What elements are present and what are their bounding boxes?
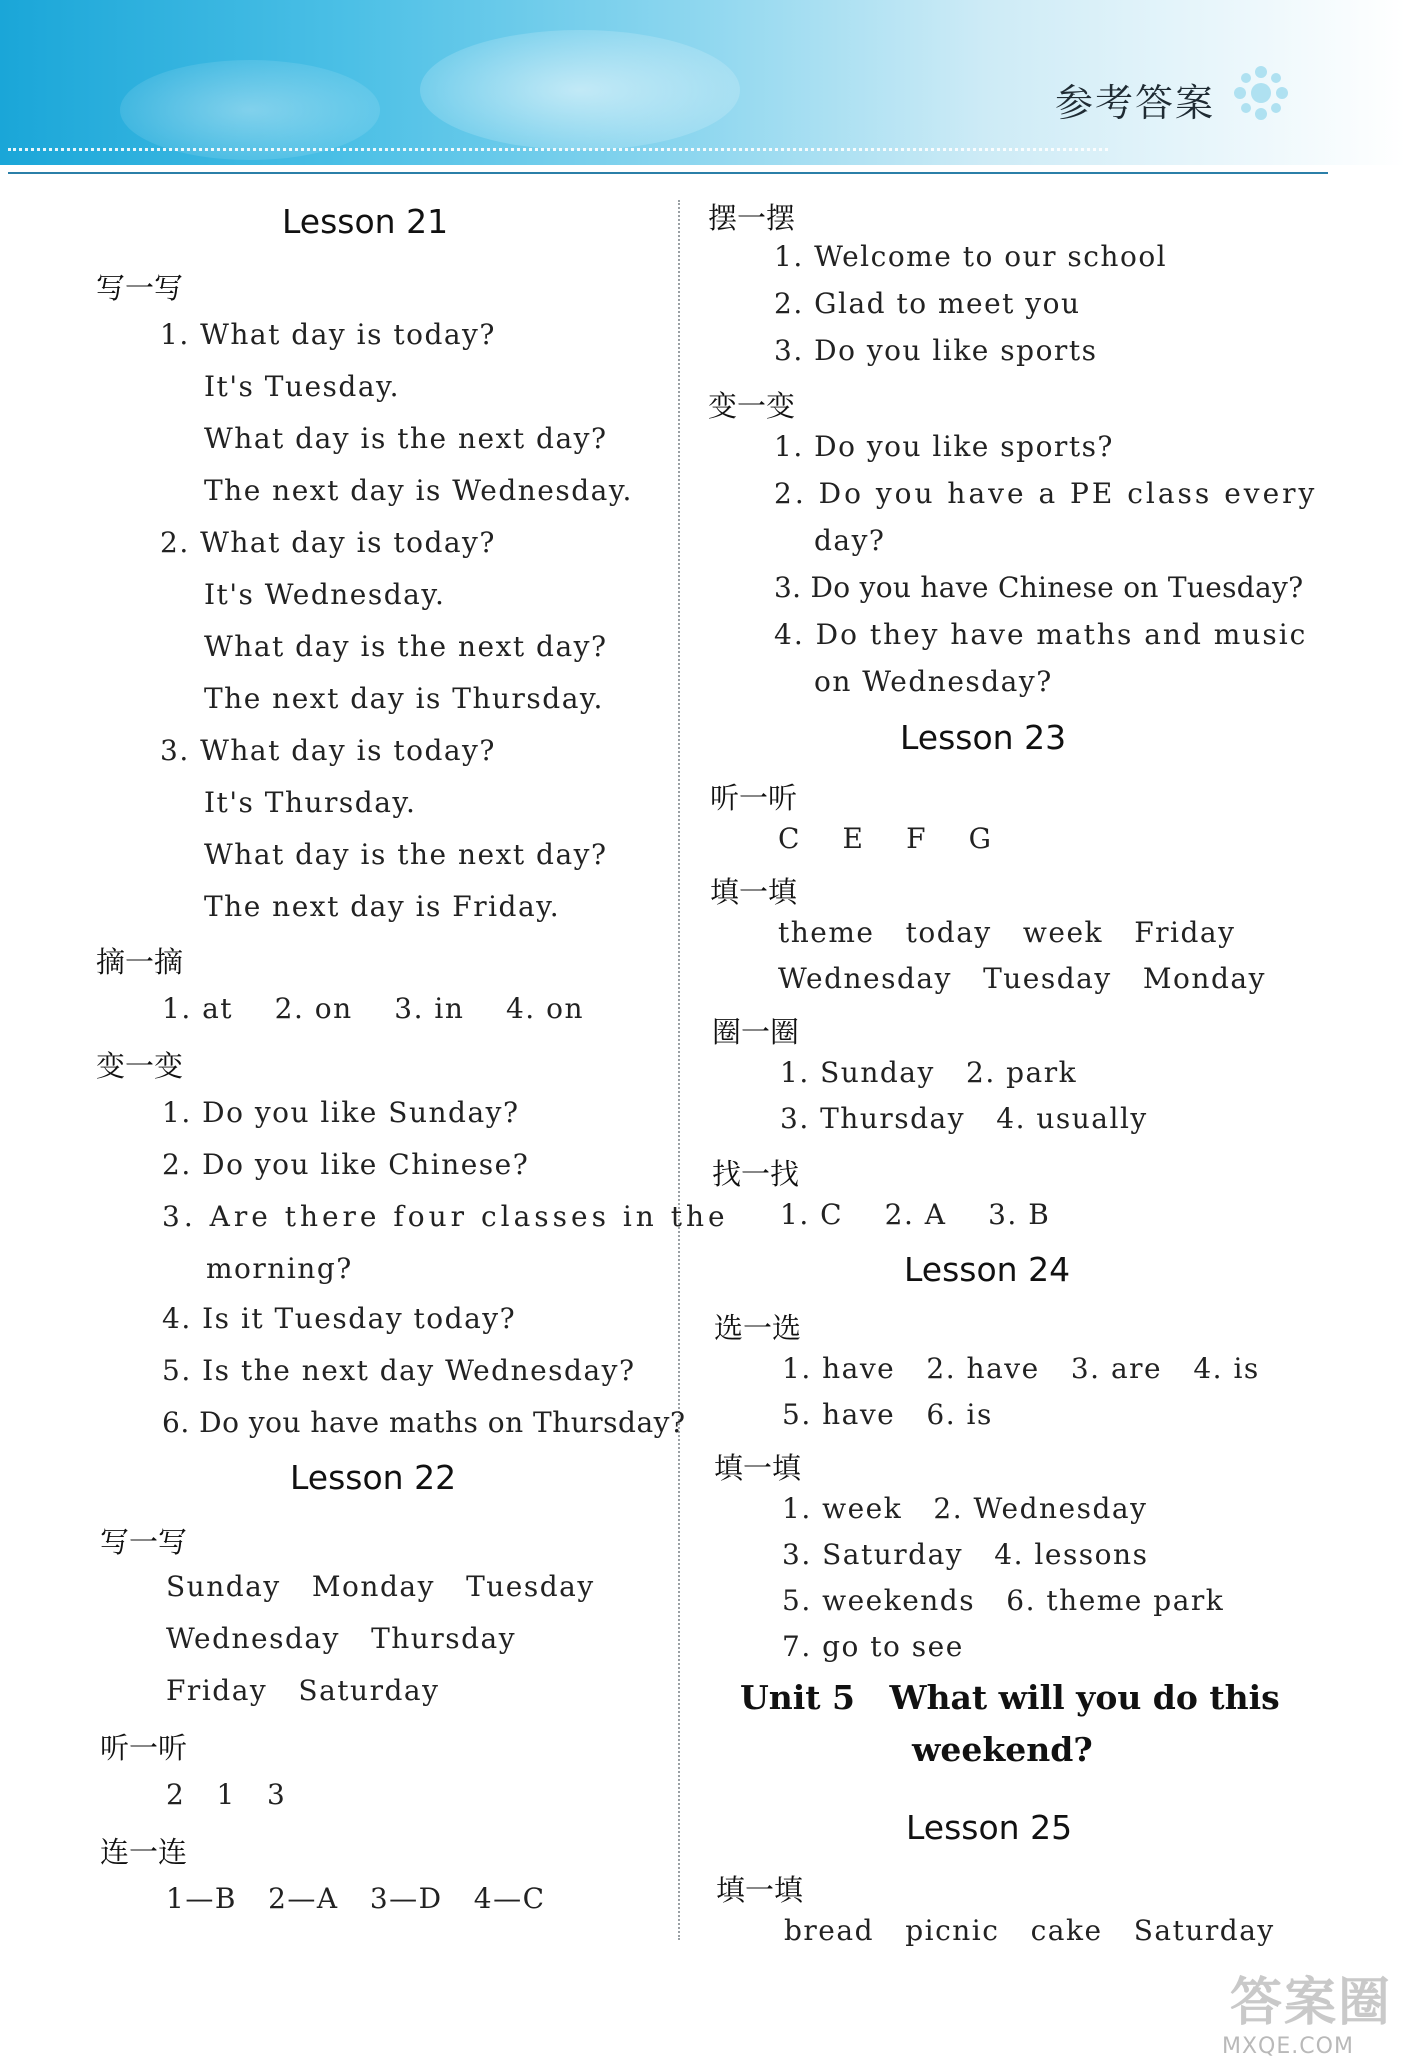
answer-line: It's Thursday. xyxy=(204,786,417,819)
answer-line: 2. Glad to meet you xyxy=(774,287,1081,320)
answer-line: 2. What day is today? xyxy=(160,526,496,559)
answer-line: morning? xyxy=(206,1252,353,1285)
answer-line: 6. Do you have maths on Thursday? xyxy=(162,1406,686,1439)
section-heading: 听一听 xyxy=(710,781,798,815)
section-heading: 摘一摘 xyxy=(96,945,184,979)
answer-line: 1. week 2. Wednesday xyxy=(782,1492,1148,1525)
answer-line: 1. Sunday 2. park xyxy=(780,1056,1078,1089)
section-heading: 填一填 xyxy=(714,1451,802,1485)
answer-line: 3. What day is today? xyxy=(160,734,496,767)
answer-line: It's Tuesday. xyxy=(204,370,401,403)
answer-line: Wednesday Tuesday Monday xyxy=(778,962,1266,995)
answer-line: What day is the next day? xyxy=(204,630,608,663)
section-heading: 连一连 xyxy=(100,1835,188,1869)
answer-line: Friday Saturday xyxy=(166,1674,440,1707)
answer-line: It's Wednesday. xyxy=(204,578,446,611)
answer-line: The next day is Wednesday. xyxy=(204,474,633,507)
answer-line: 1. Do you like sports? xyxy=(774,430,1114,463)
section-heading: 摆一摆 xyxy=(708,201,796,235)
answer-line: Sunday Monday Tuesday xyxy=(166,1570,595,1603)
answer-line: C E F G xyxy=(778,822,993,855)
answer-line: 1. C 2. A 3. B xyxy=(780,1198,1051,1231)
answer-line: 2. Do you have a PE class every xyxy=(774,477,1318,510)
answer-line: 3. Saturday 4. lessons xyxy=(782,1538,1149,1571)
lesson-title: Lesson 25 xyxy=(906,1808,1073,1847)
section-heading: 听一听 xyxy=(100,1731,188,1765)
lesson-title: Lesson 22 xyxy=(290,1458,457,1497)
lesson-title: Lesson 24 xyxy=(904,1250,1071,1289)
answer-line: What day is the next day? xyxy=(204,422,608,455)
answer-line: 3. Are there four classes in the xyxy=(162,1200,729,1233)
answer-line: 1. What day is today? xyxy=(160,318,496,351)
answer-line: 3. Do you have Chinese on Tuesday? xyxy=(774,571,1304,604)
answer-line: The next day is Thursday. xyxy=(204,682,604,715)
section-heading: 填一填 xyxy=(710,875,798,909)
answer-line: day? xyxy=(814,524,886,557)
answer-line: 2. Do you like Chinese? xyxy=(162,1148,530,1181)
page-title: 参考答案 xyxy=(1055,81,1216,125)
answer-line: What day is the next day? xyxy=(204,838,608,871)
answer-line: 4. Do they have maths and music xyxy=(774,618,1308,651)
answer-line: 1. have 2. have 3. are 4. is xyxy=(782,1352,1260,1385)
answer-line: 3. Thursday 4. usually xyxy=(780,1102,1148,1135)
answer-line: Wednesday Thursday xyxy=(166,1622,517,1655)
section-heading: 变一变 xyxy=(708,389,796,423)
answer-line: theme today week Friday xyxy=(778,916,1236,949)
lesson-title: Lesson 21 xyxy=(282,202,449,241)
answer-line: 3. Do you like sports xyxy=(774,334,1098,367)
section-heading: 变一变 xyxy=(96,1049,184,1083)
section-heading: 写一写 xyxy=(100,1525,188,1559)
answer-line: 1—B 2—A 3—D 4—C xyxy=(166,1882,546,1915)
answer-line: 5. Is the next day Wednesday? xyxy=(162,1354,636,1387)
unit-title-cont: weekend? xyxy=(912,1730,1093,1769)
section-heading: 圈一圈 xyxy=(712,1015,800,1049)
answer-line: 1. Do you like Sunday? xyxy=(162,1096,520,1129)
snowflake-icon xyxy=(1228,60,1294,126)
answer-line: on Wednesday? xyxy=(814,665,1053,698)
watermark-logo: 答案圈 xyxy=(1230,1973,1393,2033)
answer-line: 4. Is it Tuesday today? xyxy=(162,1302,517,1335)
lesson-title: Lesson 23 xyxy=(900,718,1067,757)
section-heading: 找一找 xyxy=(712,1157,800,1191)
answer-line: 2 1 3 xyxy=(166,1778,287,1811)
column-divider xyxy=(678,200,680,1940)
answer-line: 1. at 2. on 3. in 4. on xyxy=(162,992,584,1025)
answer-line: 5. weekends 6. theme park xyxy=(782,1584,1225,1617)
section-heading: 写一写 xyxy=(96,271,184,305)
banner-glow xyxy=(420,30,740,150)
answer-line: 5. have 6. is xyxy=(782,1398,993,1431)
section-heading: 填一填 xyxy=(716,1873,804,1907)
answer-line: 1. Welcome to our school xyxy=(774,240,1168,273)
answer-line: The next day is Friday. xyxy=(204,890,561,923)
answer-line: 7. go to see xyxy=(782,1630,964,1663)
answer-line: bread picnic cake Saturday xyxy=(784,1914,1275,1947)
header-rule xyxy=(8,172,1328,174)
section-heading: 选一选 xyxy=(714,1311,802,1345)
banner-glow xyxy=(120,60,380,160)
watermark-url: MXQE.COM xyxy=(1222,2034,1354,2059)
unit-title: Unit 5 What will you do this xyxy=(740,1678,1280,1717)
banner-dotted-line xyxy=(8,148,1108,151)
